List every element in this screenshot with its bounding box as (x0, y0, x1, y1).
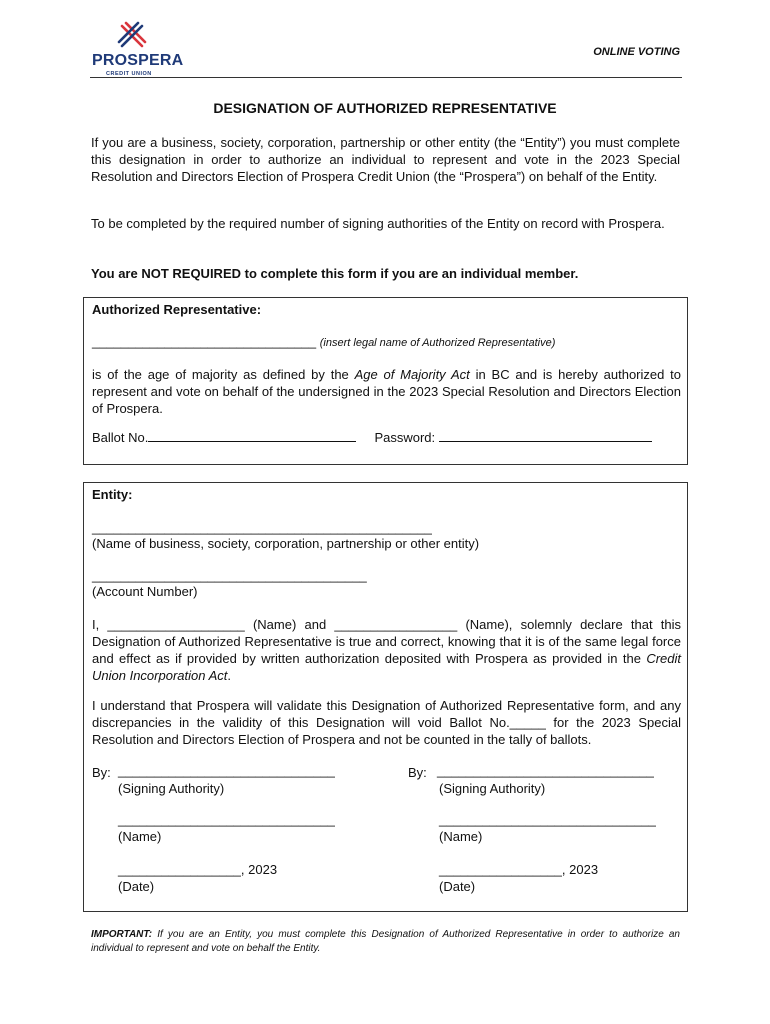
representative-box (83, 297, 688, 465)
logo-name: PROSPERA (92, 52, 184, 69)
header-divider (90, 77, 682, 78)
statement-act-name: Age of Majority Act (354, 367, 470, 382)
intro-paragraph-1: If you are a business, society, corporation, partnership or other entity (the “Entity”) you must complete this designation in order to authorize an individual to represent and vote in the 2023 Special Resolution and Directors Election of Prospera Credit Union (the “Prospera”) on behalf of the Entity. (91, 135, 680, 184)
representative-name-line[interactable]: _______________________________ (92, 334, 317, 349)
intro-paragraph-3: You are NOT REQUIRED to complete this form if you are an individual member. (91, 266, 579, 281)
important-label: IMPORTANT: (91, 929, 153, 940)
representative-statement (92, 366, 681, 417)
logo-subtitle: CREDIT UNION (106, 71, 152, 77)
account-number-line[interactable]: ______________________________________ (92, 568, 367, 583)
signing-authority-hint-right: (Signing Authority) (439, 781, 546, 796)
intro-paragraph-2: To be completed by the required number of signing authorities of the Entity on record with Prospera. (91, 216, 665, 231)
password-field[interactable] (439, 430, 652, 442)
declaration-text (92, 616, 681, 684)
by-label-right: By: (408, 765, 427, 780)
password-label: Password: (374, 430, 436, 445)
entity-heading: Entity: (92, 487, 133, 502)
signing-authority-hint-left: (Signing Authority) (118, 781, 225, 796)
declaration-act-name: Credit Union Incorporation Act (92, 651, 681, 683)
online-voting-label: ONLINE VOTING (593, 46, 680, 58)
page-title: DESIGNATION OF AUTHORIZED REPRESENTATIVE (213, 100, 557, 116)
account-number-hint: (Account Number) (92, 584, 198, 599)
by-label-left: By: (92, 765, 111, 780)
validation-text: I understand that Prospera will validate this Designation of Authorized Representative form, and any discrepancies in the validity of this Designation will void Ballot No._____ for the 2023 Special Resolution and Directors Election of Prospera and not be counted in the tally of ballots. (92, 698, 681, 747)
representative-heading: Authorized Representative: (92, 302, 262, 317)
name-line-left[interactable]: ______________________________ (118, 812, 335, 827)
ballot-number-field[interactable] (148, 430, 356, 442)
important-note (91, 928, 680, 956)
name-hint-right: (Name) (439, 829, 483, 844)
entity-name-hint: (Name of business, society, corporation, partnership or other entity) (92, 536, 480, 551)
logo-cross-icon (116, 20, 148, 52)
important-text: If you are an Entity, you must complete this Designation of Authorized Representative in order to authorize an individual to represent and vote on behalf the Entity. (91, 929, 680, 954)
ballot-password-row (92, 429, 681, 446)
entity-box (83, 482, 688, 912)
declaration-text-end: . (227, 668, 231, 683)
prospera-logo (92, 20, 184, 77)
name-line-right[interactable]: ______________________________ (439, 812, 656, 827)
entity-name-line[interactable]: _______________________________________________ (92, 520, 432, 535)
declaration-text-start: I, ___________________ (Name) and _________________ (Name), solemnly declare that this Designation of Authorized Representative is true and correct, knowing that it is of the same legal force and effect as if provided by written authorization deposited with Prospera as provided in the (92, 617, 681, 666)
name-hint-left: (Name) (118, 829, 162, 844)
statement-text-start: is of the age of majority as defined by the (92, 367, 355, 382)
representative-name-hint: (insert legal name of Authorized Representative) (319, 337, 556, 349)
ballot-label: Ballot No. (92, 430, 149, 445)
signature-line-left[interactable]: ______________________________ (118, 763, 335, 778)
statement-text-end: in BC and is hereby authorized to represent and vote on behalf of the undersigned in the 2023 Special Resolution and Directors Election of Prospera. (92, 367, 681, 416)
date-line-right[interactable]: _________________, 2023 (439, 862, 599, 877)
representative-name-row (92, 333, 681, 352)
signature-line-right[interactable]: ______________________________ (437, 763, 654, 778)
date-hint-right: (Date) (439, 879, 476, 894)
date-line-left[interactable]: _________________, 2023 (118, 862, 278, 877)
date-hint-left: (Date) (118, 879, 155, 894)
